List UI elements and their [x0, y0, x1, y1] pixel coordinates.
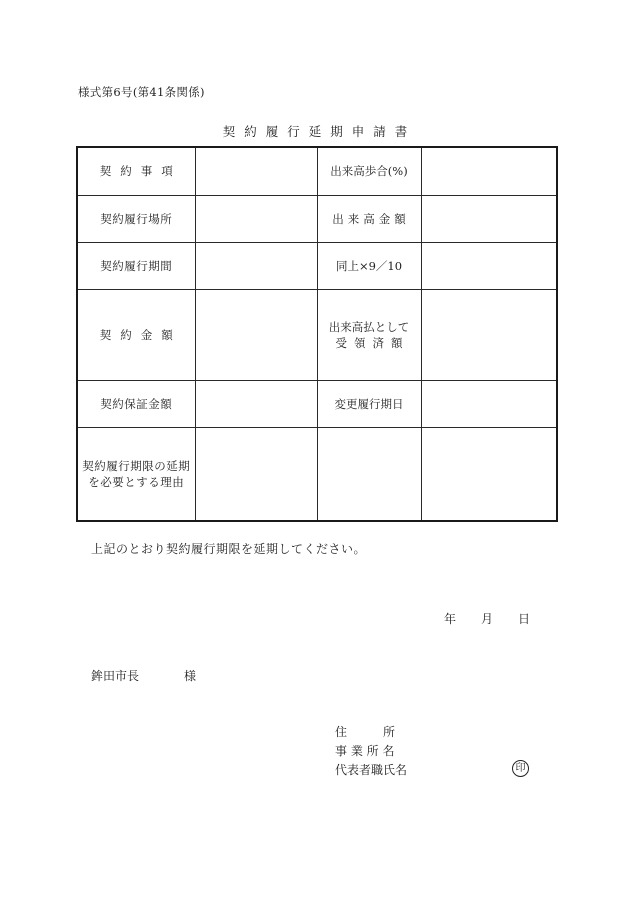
table-row	[77, 381, 557, 428]
progress-amount-label: 出来高金額	[317, 195, 421, 242]
date-day-label: 日	[518, 612, 531, 626]
received-amount-field[interactable]	[421, 289, 557, 381]
form-number: 様式第6号(第41条関係)	[78, 85, 205, 99]
address-label: 住 所	[335, 725, 396, 739]
changed-due-date-label: 変更履行期日	[317, 381, 421, 428]
table-row	[77, 242, 557, 289]
contract-location-field[interactable]	[195, 195, 317, 242]
request-statement: 上記のとおり契約履行期限を延期してください。	[91, 542, 367, 556]
progress-rate-field[interactable]	[421, 147, 557, 195]
ninety-percent-field[interactable]	[421, 242, 557, 289]
date-month-label: 月	[481, 612, 494, 626]
guarantee-amount-field[interactable]	[195, 381, 317, 428]
seal-mark: 印	[512, 760, 529, 777]
table-row	[77, 428, 557, 521]
contract-location-label: 契約履行場所	[77, 195, 195, 242]
extension-reason-field-3[interactable]	[421, 428, 557, 521]
representative-label: 代表者職氏名	[335, 763, 408, 777]
extension-reason-field[interactable]	[195, 428, 317, 521]
received-amount-label-line1: 出来高払として	[328, 319, 410, 334]
addressee-honorific: 様	[184, 669, 197, 683]
contract-period-field[interactable]	[195, 242, 317, 289]
table-row	[77, 147, 557, 195]
extension-reason-label-line2: を必要とする理由	[88, 475, 185, 490]
date-year-label: 年	[444, 612, 457, 626]
received-amount-label-line2: 受領済額	[335, 336, 410, 351]
contract-amount-field[interactable]	[195, 289, 317, 381]
changed-due-date-field[interactable]	[421, 381, 557, 428]
extension-reason-label	[77, 428, 195, 521]
addressee	[91, 667, 197, 684]
contract-period-label: 契約履行期間	[77, 242, 195, 289]
received-amount-label	[317, 289, 421, 381]
contract-item-field[interactable]	[195, 147, 317, 195]
office-name-label: 事 業 所 名	[335, 744, 395, 758]
progress-rate-label: 出来高歩合(%)	[317, 147, 421, 195]
applicant-block	[335, 723, 407, 780]
application-table	[76, 146, 558, 522]
contract-item-label: 契約事項	[77, 147, 195, 195]
extension-reason-label-line1: 契約履行期限の延期	[82, 459, 191, 474]
extension-reason-field-2[interactable]	[317, 428, 421, 521]
contract-amount-label: 契約金額	[77, 289, 195, 381]
guarantee-amount-label: 契約保証金額	[77, 381, 195, 428]
table-row	[77, 195, 557, 242]
ninety-percent-label: 同上×9／10	[317, 242, 421, 289]
document-title: 契約履行延期申請書	[222, 124, 417, 139]
addressee-name: 鉾田市長	[91, 669, 140, 683]
table-row	[77, 289, 557, 381]
progress-amount-field[interactable]	[421, 195, 557, 242]
